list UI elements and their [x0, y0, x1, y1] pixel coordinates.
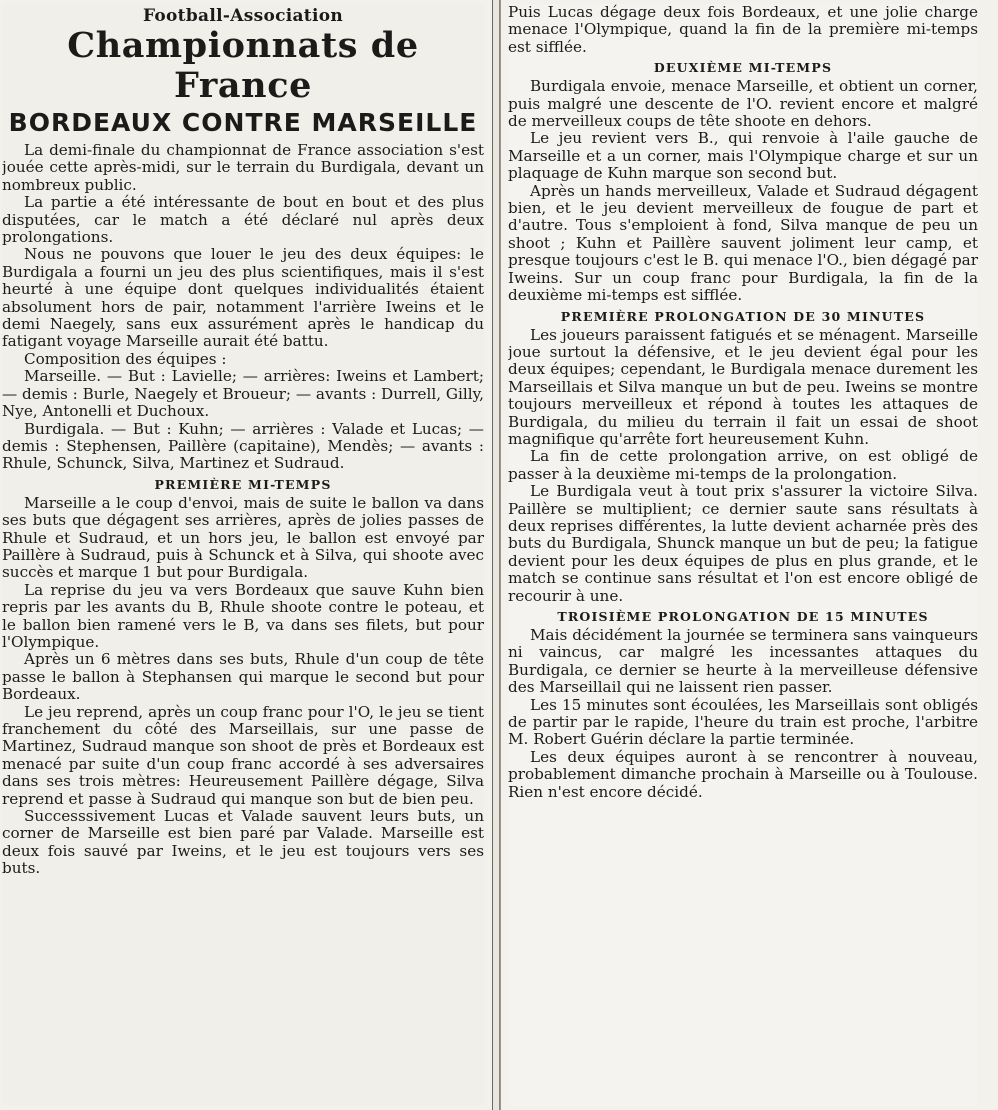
paragraph: La partie a été intéressante de bout en bout et des plus disputées, car le match a été déclaré nul après deux prolongations. [2, 193, 484, 247]
article-subtitle: BORDEAUX CONTRE MARSEILLE [8, 108, 478, 137]
section-heading: TROISIÈME PROLONGATION DE 15 MINUTES [557, 609, 929, 624]
paragraph: Burdigala. — But : Kuhn; — arrières : Valade et Lucas; — demis : Stephensen, Paillère (capitaine), Mendès; — avants : Rhule, Schunck, Silva, Martinez et Sudraud. [2, 419, 484, 473]
paragraph: Burdigala envoie, menace Marseille, et obtient un corner, puis malgré une descente de l'O. revient encore et malgré de merveilleux coups de tête shoote en dehors. [508, 77, 978, 131]
section-kicker: Football-Association [142, 6, 344, 26]
paragraph: Les joueurs paraissent fatigués et se ménagent. Marseille joue surtout la défensive, et le jeu devient égal pour les deux équipes; cependant, le Burdigala menace durement les Marseillais et Silva manque un but de peu. Iweins se montre toujours merveilleux et répond à toutes les attaques de Burdigala, du milieu du terrain il fait un essai de shoot magnifique qu'arrête fort heureusement Kuhn. [508, 325, 978, 448]
paragraph: Le Burdigala veut à tout prix s'assurer la victoire Silva. Paillère se multiplient; ce dernier saute sans résultats à deux reprises différentes, la lutte devient acharnée près des buts du Burdigala, Shunck manque un but de peu; la fatigue devient pour les deux équipes de plus en plus grande, et le match se continue sans résultat et l'on est encore obligé de recourir à une. [508, 482, 978, 605]
right-column [508, 4, 978, 1106]
section-heading: PREMIÈRE MI-TEMPS [154, 476, 332, 492]
paragraph: Marseille a le coup d'envoi, mais de suite le ballon va dans ses buts que dégagent ses arrières, après de jolies passes de Rhule et Sudraud, et un hors jeu, le ballon est envoyé par Paillère à Sudraud, puis à Schunck et à Silva, qui shoote avec succès et marque 1 but pour Burdigala. [2, 493, 484, 582]
paragraph: Les deux équipes auront à se rencontrer à nouveau, probablement dimanche prochain à Marseille ou à Toulouse. Rien n'est encore décidé. [508, 747, 978, 801]
paragraph: La reprise du jeu va vers Bordeaux que sauve Kuhn bien repris par les avants du B, Rhule shoote contre le poteau, et le ballon bien ramené vers le B, va dans ses filets, but pour l'Olympique. [2, 580, 484, 651]
paragraph: La fin de cette prolongation arrive, on est obligé de passer à la deuxième mi-temps de la prolongation. [508, 447, 978, 483]
paragraph: Puis Lucas dégage deux fois Bordeaux, et une jolie charge menace l'Olympique, quand la fin de la première mi-temps est sifflée. [508, 4, 978, 56]
article-title: Championnats de France [67, 25, 419, 106]
section-heading: DEUXIÈME MI-TEMPS [653, 60, 833, 76]
paragraph: La demi-finale du championnat de France association s'est jouée cette après-midi, sur le terrain du Burdigala, devant un nombreux public. [2, 141, 484, 194]
paragraph: Le jeu reprend, après un coup franc pour l'O, le jeu se tient franchement du côté des Marseillais, sur une passe de Martinez, Sudraud manque son shoot de près et Bordeaux est menacé par suite d'un coup franc accordé à ses adversaires dans ses trois mètres: Heureusement Paillère dégage, Silva reprend et passe à Sudraud qui manque son but de bien peu. [2, 702, 484, 808]
paragraph: Après un hands merveilleux, Valade et Sudraud dégagent bien, et le jeu devient merveilleux de fougue de part et d'autre. Tous s'emploient à fond, Silva manque de peu un shoot ; Kuhn et Paillère sauvent joliment leur camp, et presque toujours c'est le B. qui menace l'O., bien dégagé par Iweins. Sur un coup franc pour Burdigala, la fin de la deuxième mi-temps est sifflée. [508, 181, 978, 305]
paragraph: Les 15 minutes sont écoulées, les Marseillais sont obligés de partir par le rapide, l'heure du train est proche, l'arbitre M. Robert Guérin déclare la partie terminée. [508, 695, 978, 749]
paragraph: Le jeu revient vers B., qui renvoie à l'aile gauche de Marseille et a un corner, mais l'Olympique charge et sur un plaquage de Kuhn marque son second but. [508, 129, 978, 183]
paragraph: Marseille. — But : Lavielle; — arrières: Iweins et Lambert; — demis : Burle, Naegely et Broueur; — avants : Durrell, Gilly, Nye, Antonelli et Duchoux. [2, 367, 484, 421]
column-rule [492, 0, 500, 1110]
paragraph: Après un 6 mètres dans ses buts, Rhule d'un coup de tête passe le ballon à Stephansen qui marque le second but pour Bordeaux. [2, 650, 484, 704]
left-column [2, 4, 484, 1106]
left-column-body [2, 142, 484, 878]
column-rule-inner [500, 0, 501, 1110]
paragraph: Mais décidément la journée se terminera sans vainqueurs ni vaincus, car malgré les incessantes attaques du Burdigala, ce dernier se heurte à la merveilleuse défensive des Marseillail qui ne laissent rien passer. [508, 626, 978, 697]
section-heading: PREMIÈRE PROLONGATION DE 30 MINUTES [560, 308, 926, 324]
paragraph: Successsivement Lucas et Valade sauvent leurs buts, un corner de Marseille est bien paré par Valade. Marseille est deux fois sauvé par Iweins, et le jeu est toujours vers ses buts. [2, 807, 484, 878]
paragraph: Composition des équipes : [24, 349, 227, 368]
paragraph: Nous ne pouvons que louer le jeu des deux équipes: le Burdigala a fourni un jeu des plus scientifiques, mais il s'est heurté à une équipe dont quelques individualités étaient absolument hors de pair, notamment l'arrière Iweins et le demi Naegely, sans eux assurément après le handicap du fatigant voyage Marseille aurait été battu. [2, 245, 484, 351]
